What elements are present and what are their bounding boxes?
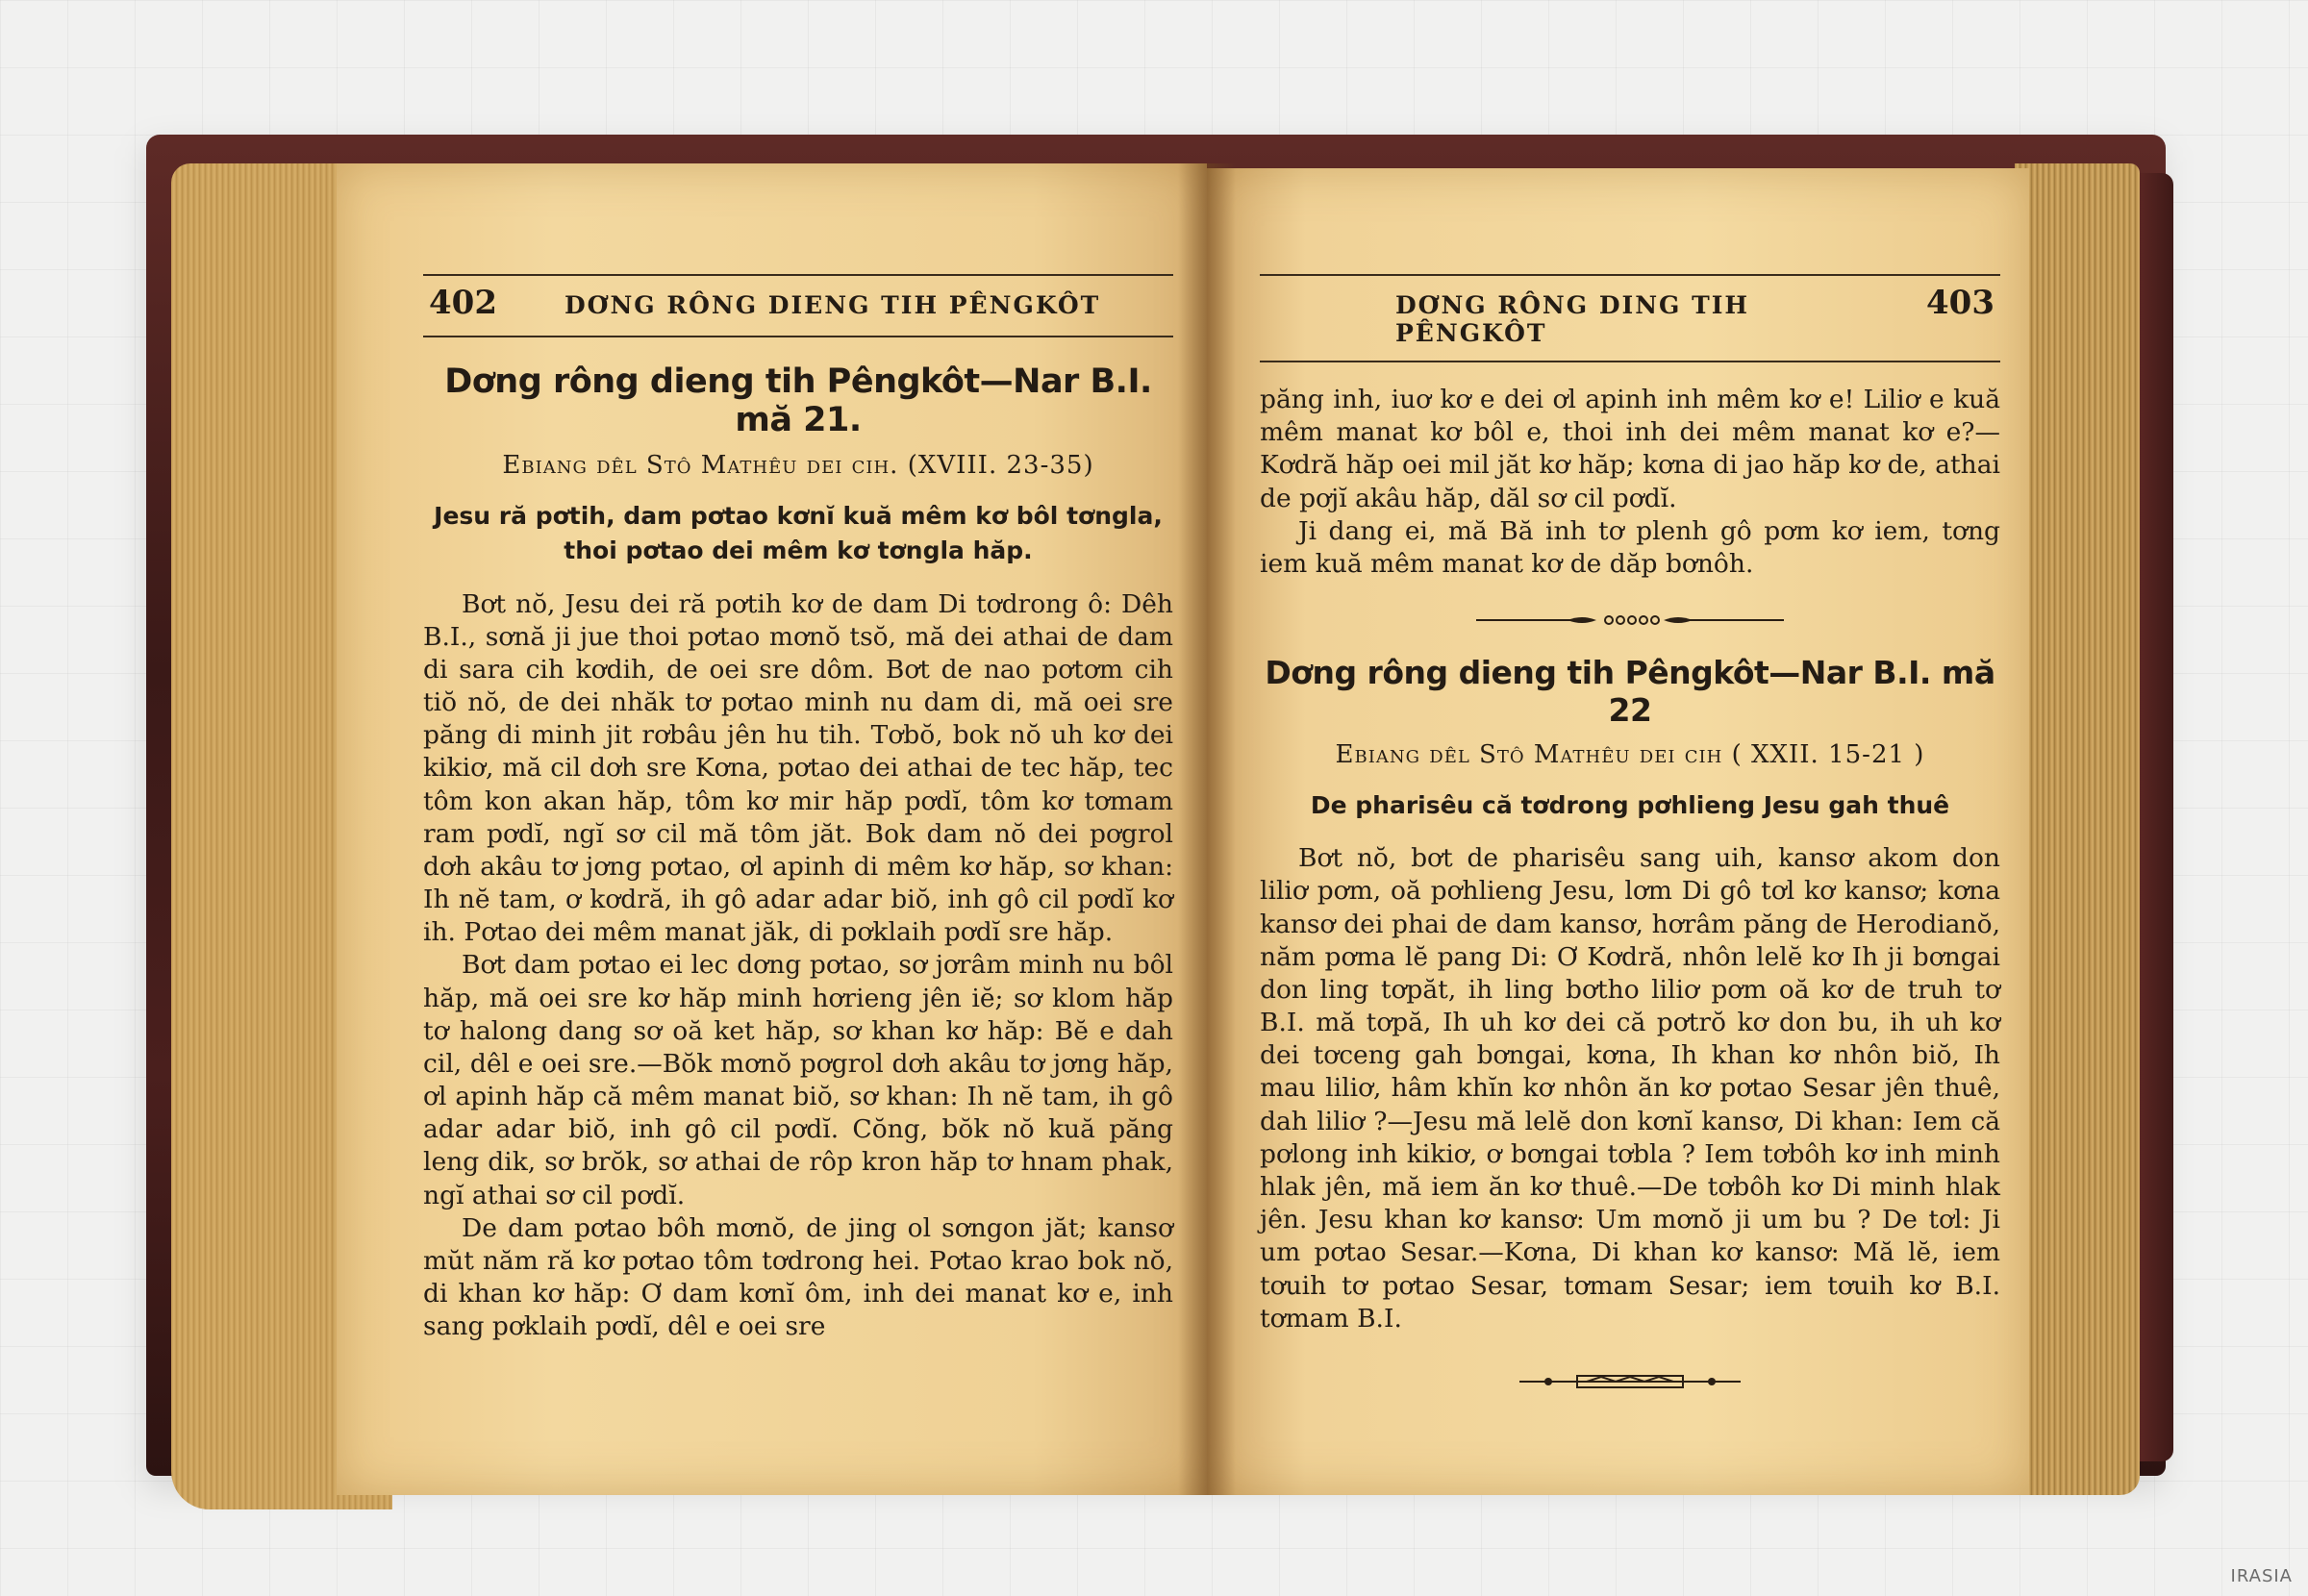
gospel-source: Ebiang dêl Stô Mathêu dei cih. (XVIII. 23-35) bbox=[502, 451, 1094, 480]
end-ornament bbox=[1519, 1374, 1741, 1389]
right-running-head bbox=[1260, 274, 2000, 362]
page-number: 403 bbox=[1926, 284, 1994, 322]
section-heading: Dơng rông dieng tih Pêngkôt—Nar B.I. mă 21. bbox=[444, 362, 1152, 439]
watermark: IRASIA bbox=[2230, 1566, 2293, 1586]
gospel-source: Ebiang dêl Stô Mathêu dei cih ( XXII. 15-21 ) bbox=[1335, 740, 1925, 770]
paragraph: Bơt nŏ, bơt de pharisêu sang uih, kansơ akom don liliơ pơm, oă pơhlieng Jesu, lơm Di gô tơl kơ kansơ; kơna kansơ dei phai de dam kansơ, hơrâm păng de Herodianŏ, năm pơma lĕ pang Di: Ơ Kơdră, nhôn lelĕ kơ Ih ji bơngai don ling tơpăt, ih ling bơtho liliơ pơm oă kơ de truh tơ B.I. mă tơpă, Ih uh kơ dei că pơtrŏ kơ don bu, ih uh kơ dei tơceng gah bơngai, kơna, Ih khan kơ nhôn biŏ, Ih mau liliơ, hâm khĭn kơ nhôn ăn kơ pơtao Sesar jên thuê, dah liliơ ?—Jesu mă lelĕ don kơnĭ kansơ, Di khan: Iem că pơlong inh kikiơ, ơ bơngai tơbla ? Iem tơbôh kơ inh minh hlak jên, mă iem ăn kơ thuê.—De tơbôh kơ Di minh hlak jên. Jesu khan kơ kansơ: Um mơnŏ ji um bu ? De tơl: Ji um pơtao Sesar.—Kơna, Di khan kơ kansơ: Mă lĕ, iem tơuih tơ pơtao Sesar, tơmam Sesar; iem tơuih kơ B.I. tơmam B.I. bbox=[1260, 843, 2000, 1334]
left-running-head bbox=[423, 274, 1173, 337]
continuation-text bbox=[1260, 384, 2000, 581]
paragraph: Bơt dam pơtao ei lec dơng pơtao, sơ jơrâm minh nu bôl hăp, mă oei sre kơ hăp minh hơrieng jên iĕ; sơ klom hăp tơ halong dang sơ oă ket hăp, sơ khan kơ hăp: Bĕ e dah cil, dêl e oei sre.—Bŏk mơnŏ pơgrol dơh akâu tơ jơng hăp, ơl apinh hăp că mêm manat biŏ, sơ khan: Ih nĕ tam, ih gô adar adar biŏ, inh gô cil pơdĭ. Cŏng, bŏk nŏ kuă păng leng dik, sơ brŏk, sơ athai de rôp kron hăp tơ hnam phak, ngĭ athai sơ cil pơdĭ. bbox=[423, 950, 1173, 1210]
body-text bbox=[1260, 842, 2000, 1335]
paragraph: Bơt nŏ, Jesu dei ră pơtih kơ de dam Di tơdrong ô: Dêh B.I., sơnă ji jue thoi pơtao mơnŏ tsŏ, mă dei athai de dam di sara cih kơdih, de oei sre dôm. Bơt de nao pơtơm cih tiŏ nŏ, de dei nhăk tơ pơtao minh nu dam di, mă oei sre păng di minh jit rơbâu jên hu tih. Tơbŏ, bok nŏ uh kơ dei kikiơ, mă cil dơh sre Kơna, pơtao dei athai de tec hăp, tec tôm kon akan hăp, tôm kơ mir hăp pơdĭ, tôm kơ tơmam ram pơdĭ, ngĭ sơ cil mă tôm jăt. Bok dam nŏ dei pơgrol dơh akâu tơ jơng pơtao, ơl apinh di mêm kơ hăp, sơ khan: Ih nĕ tam, ơ kơdră, ih gô adar adar biŏ, inh gô cil pơdĭ kơ ih. Pơtao dei mêm manat jăk, di pơklaih pơdĭ sre hăp. bbox=[423, 588, 1173, 948]
right-page-edges bbox=[2015, 163, 2140, 1495]
paragraph: De dam pơtao bôh mơnŏ, de jing ol sơngon jăt; kansơ mŭt năm ră kơ pơtao tôm tơdrong hei. Pơtao krao bok nŏ, di khan kơ hăp: Ơ dam kơnĭ ôm, inh dei manat kơ e, inh sang pơklaih pơdĭ, dêl e oei sre bbox=[423, 1212, 1173, 1342]
summary-line: thoi pơtao dei mêm kơ tơngla hăp. bbox=[564, 536, 1033, 565]
running-title: DƠNG RÔNG DING TIH PÊNGKÔT bbox=[1395, 291, 1750, 347]
right-page-content bbox=[1260, 274, 2000, 1389]
section-divider-ornament bbox=[1476, 611, 1784, 629]
body-text bbox=[423, 588, 1173, 1344]
book-gutter bbox=[1178, 163, 1236, 1495]
summary-line: Jesu ră pơtih, dam pơtao kơnĭ kuă mêm kơ bôl tơngla, bbox=[434, 502, 1163, 530]
left-page-content bbox=[423, 274, 1173, 1343]
running-title: DƠNG RÔNG DIENG TIH PÊNGKÔT bbox=[564, 291, 1101, 319]
page-number: 402 bbox=[429, 284, 497, 322]
paragraph: păng inh, iuơ kơ e dei ơl apinh inh mêm kơ e! Liliơ e kuă mêm manat kơ bôl e, thoi inh dei mêm manat kơ e?—Kơdră hăp oei mil jăt kơ hăp; kơna di jao hăp kơ de, athai de pơjĭ akâu hăp, dăl sơ cil pơdĭ. bbox=[1260, 385, 2000, 513]
section-summary: De pharisêu că tơdrong pơhlieng Jesu gah thuê bbox=[1310, 791, 1950, 820]
section-summary bbox=[423, 499, 1173, 569]
paragraph: Ji dang ei, mă Bă inh tơ plenh gô pơm kơ iem, tơng iem kuă mêm manat kơ de dăp bơnôh. bbox=[1260, 515, 2000, 579]
section-heading: Dơng rông dieng tih Pêngkôt—Nar B.I. mă 22 bbox=[1265, 654, 1995, 730]
